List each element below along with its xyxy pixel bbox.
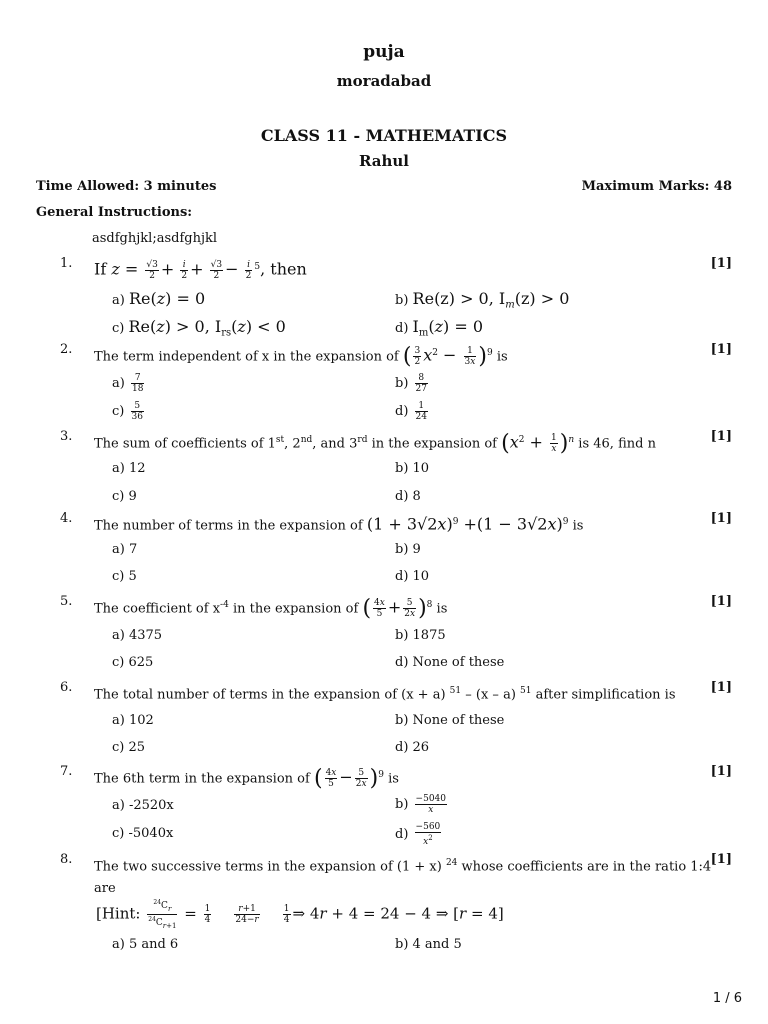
option-b: b) Re(z) > 0, $I_m(z) > 0$ <box>395 289 570 311</box>
question-marks: [1] <box>710 594 732 609</box>
question-8-hint: [Hint: $\frac{^{24}C_r}{^{24}C_{r+1}}$ = $\frac{1}{4}$ $\frac{r+1}{24-r}$ $\frac{1}{4}$ ⇒ 4r + 4 = 24 − 4 ⇒ [r = 4] <box>96 899 504 930</box>
option-a: a) $\frac{7}{18}$ <box>112 373 144 394</box>
option-d: d) 26 <box>395 740 430 755</box>
question-marks: [1] <box>710 342 732 357</box>
maximum-marks: Maximum Marks: 48 <box>581 179 732 194</box>
option-a: a) 7 <box>112 542 138 557</box>
question-number: 5. <box>60 594 73 609</box>
question-text: The sum of coefficients of 1st, 2nd, and 3rd in the expansion of ($x^2$ + $\frac{1}{x}$ )$^n$ is 46, find n <box>94 430 656 456</box>
general-instructions-label: General Instructions: <box>36 205 193 220</box>
question-text: The number of terms in the expansion of $(1 + 3√2x)^9 +(1 - 3√2x)^9$ is <box>94 514 584 534</box>
option-c: c) 625 <box>112 655 154 670</box>
question-marks: [1] <box>710 429 732 444</box>
question-number: 2. <box>60 342 73 357</box>
question-marks: [1] <box>710 852 732 867</box>
option-b: b) 1875 <box>395 628 446 643</box>
question-text: The coefficient of $x^{-4}$ in the expansion of ( $\frac{4x}{5}$ + $\frac{5}{2x}$ )$^8$ is <box>94 595 448 621</box>
option-b: b) $\frac{-5040}{x}$ <box>395 794 446 815</box>
question-marks: [1] <box>710 680 732 695</box>
option-c: c) -5040x <box>112 826 174 841</box>
school-city: moradabad <box>336 72 432 90</box>
option-c: c) 25 <box>112 740 146 755</box>
question-number: 8. <box>60 852 73 867</box>
question-text: The term independent of x in the expansion of ( $\frac{3}{2}$ $x^2$ − $\frac{1}{3x}$ )$^9$ is <box>94 343 508 369</box>
option-a: a) -2520x <box>112 798 174 813</box>
option-a: a) Re(z) = 0 <box>112 289 206 308</box>
option-b: b) 9 <box>395 542 421 557</box>
option-b: b) 10 <box>395 461 430 476</box>
general-instructions-text: asdfghjkl;asdfghjkl <box>92 231 218 246</box>
question-text: The two successive terms in the expansion of (1 + x) $^{24}$ whose coefficients are in the ratio 1:4 are <box>94 858 712 897</box>
question-number: 7. <box>60 764 73 779</box>
question-text: The 6th term in the expansion of ( $\frac{4x}{5}$ − $\frac{5}{2x}$ )$^9$ is <box>94 765 399 791</box>
question-marks: [1] <box>710 764 732 779</box>
option-d: d) $I_m(z) = 0$ <box>395 317 484 339</box>
option-d: d) $\frac{-560}{x^2}$ <box>395 822 441 847</box>
question-marks: [1] <box>710 256 732 271</box>
option-a: a) 5 and 6 <box>112 937 179 952</box>
question-number: 1. <box>60 256 73 271</box>
exam-title: CLASS 11 - MATHEMATICS <box>260 126 508 145</box>
option-a: a) 4375 <box>112 628 163 643</box>
option-a: a) 102 <box>112 713 154 728</box>
page-number: 1 / 6 <box>712 991 742 1006</box>
time-allowed: Time Allowed: 3 minutes <box>36 179 217 194</box>
option-d: d) 8 <box>395 489 421 504</box>
question-text: If z = $\frac{√3}{2}$ + $\frac{i}{2}$ + $\frac{√3}{2}$ − $\frac{i}{2}$ $^5$, then <box>94 259 307 282</box>
option-d: d) 10 <box>395 569 430 584</box>
option-d: d) None of these <box>395 655 505 670</box>
option-c: c) $\frac{5}{36}$ <box>112 401 143 422</box>
option-d: d) $\frac{1}{24}$ <box>395 401 427 422</box>
question-number: 3. <box>60 429 73 444</box>
option-c: c) 5 <box>112 569 137 584</box>
school-name: puja <box>363 42 405 62</box>
question-text: The total number of terms in the expansion of (x + a) $^{51}$ – (x – a) $^{51}$ after simplification is <box>94 686 676 703</box>
option-b: b) 4 and 5 <box>395 937 462 952</box>
student-name: Rahul <box>358 152 410 170</box>
option-a: a) 12 <box>112 461 146 476</box>
option-c: c) Re(z) > 0, $I_{rs}(z) < 0$ <box>112 317 286 339</box>
option-c: c) 9 <box>112 489 137 504</box>
option-b: b) None of these <box>395 713 505 728</box>
question-number: 6. <box>60 680 73 695</box>
option-b: b) $\frac{8}{27}$ <box>395 373 427 394</box>
question-number: 4. <box>60 511 73 526</box>
question-marks: [1] <box>710 511 732 526</box>
